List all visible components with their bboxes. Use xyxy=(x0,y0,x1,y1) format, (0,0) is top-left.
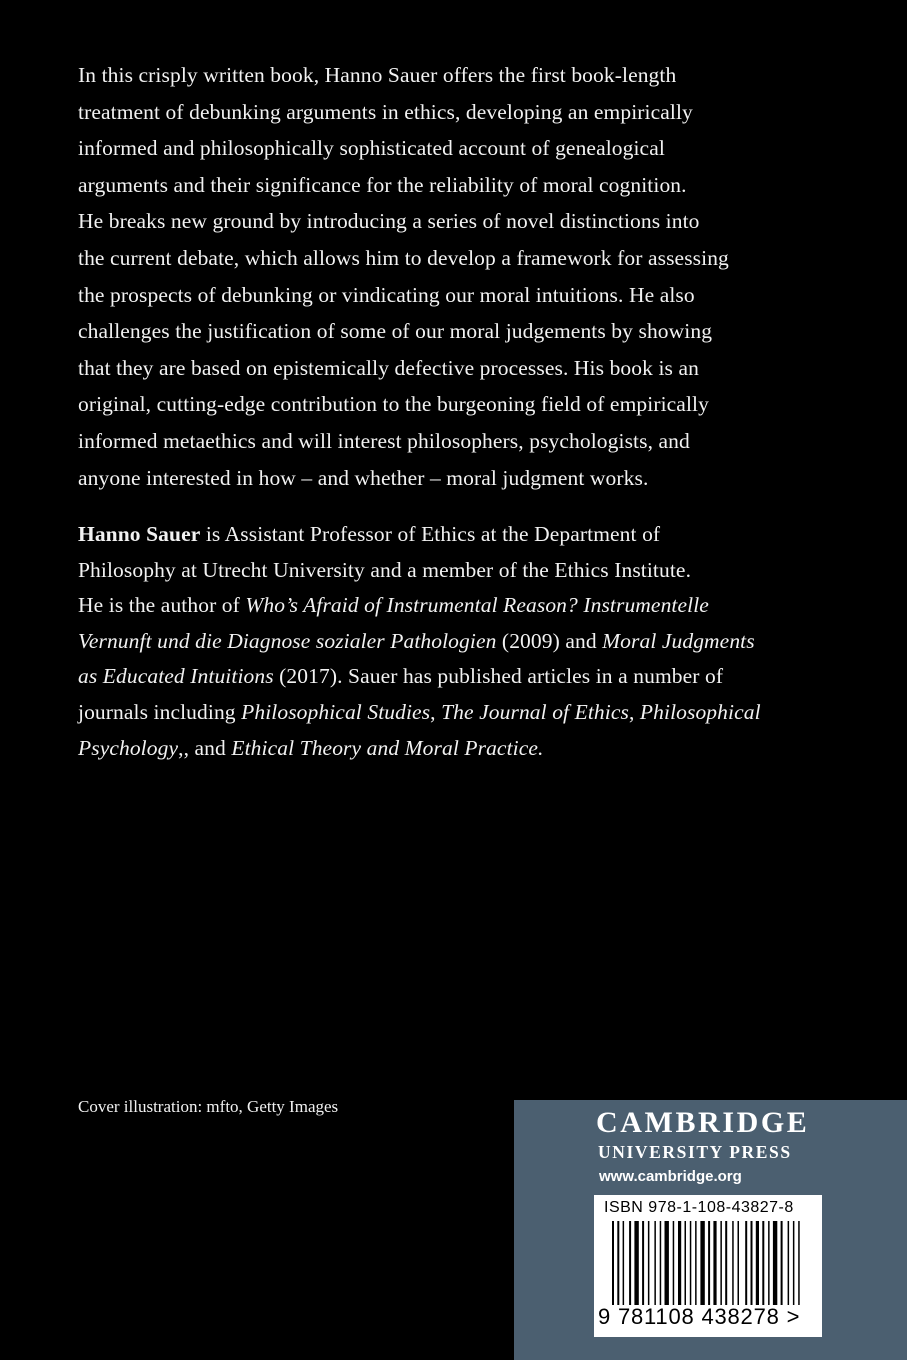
barcode-bar xyxy=(788,1221,790,1305)
isbn-label: ISBN 978-1-108-43827-8 xyxy=(604,1199,794,1216)
publisher-panel xyxy=(514,1100,907,1360)
author-biography xyxy=(78,517,838,766)
bio-line: as Educated Intuitions (2017). Sauer has published articles in a number of xyxy=(78,664,724,689)
description-line: In this crisply written book, Hanno Sauer offers the first book-length xyxy=(78,63,677,87)
journal-title: The Journal of Ethics xyxy=(441,699,629,724)
barcode-bar xyxy=(623,1221,625,1305)
description-line: informed and philosophically sophisticated account of genealogical xyxy=(78,136,665,161)
description-line: that they are based on epistemically defective processes. His book is an xyxy=(78,355,699,380)
description-line: treatment of debunking arguments in ethics, developing an empirically xyxy=(78,99,693,124)
description-line: arguments and their significance for the reliability of moral cognition. xyxy=(78,172,687,197)
bio-line: Philosophy at Utrecht University and a member of the Ethics Institute. xyxy=(78,557,692,582)
bio-line: Hanno Sauer is Assistant Professor of Ethics at the Department of xyxy=(78,522,661,546)
barcode-bar xyxy=(793,1221,795,1305)
description-line: the prospects of debunking or vindicating our moral intuitions. He also xyxy=(78,282,695,307)
barcode-bar xyxy=(660,1221,662,1305)
journal-title: Philosophical xyxy=(639,699,761,724)
bio-line: Psychology,, and Ethical Theory and Moral Practice. xyxy=(78,735,544,760)
description-line: original, cutting-edge contribution to the burgeoning field of empirically xyxy=(78,392,709,417)
barcode-bar xyxy=(798,1221,800,1305)
journal-title: Psychology xyxy=(78,735,179,760)
publisher-url: www.cambridge.org xyxy=(599,1168,742,1185)
description-line: the current debate, which allows him to develop a framework for assessing xyxy=(78,245,729,270)
barcode-bar xyxy=(700,1221,704,1305)
book-title: Who’s Afraid of Instrumental Reason? Instrumentelle xyxy=(245,593,709,618)
description-line: anyone interested in how – and whether – moral judgment works. xyxy=(78,465,649,490)
author-name: Hanno Sauer xyxy=(78,522,201,546)
barcode-bar xyxy=(612,1221,614,1305)
barcode-bar xyxy=(629,1221,631,1305)
book-title: Vernunft und die Diagnose sozialer Pathologien xyxy=(78,628,497,653)
barcode-bar xyxy=(756,1221,759,1305)
barcode-bar xyxy=(725,1221,727,1305)
barcode-icon xyxy=(612,1221,804,1307)
book-title: as Educated Intuitions xyxy=(78,664,274,689)
bio-line: Vernunft und die Diagnose sozialer Pathologien (2009) and Moral Judgments xyxy=(78,628,755,653)
barcode-bar xyxy=(738,1221,740,1305)
barcode-bar xyxy=(685,1221,687,1305)
barcode-bar xyxy=(690,1221,692,1305)
barcode-bar xyxy=(673,1221,675,1305)
barcode-bar xyxy=(745,1221,747,1305)
bio-line: journals including Philosophical Studies, The Journal of Ethics, Philosophical xyxy=(78,699,761,724)
barcode-bar xyxy=(678,1221,681,1305)
description-line: challenges the justification of some of our moral judgements by showing xyxy=(78,319,713,344)
journal-title: Ethical Theory and Moral Practice. xyxy=(231,735,544,760)
barcode-digits: 9 781108 438278 > xyxy=(598,1304,801,1329)
bio-line: He is the author of Who’s Afraid of Instrumental Reason? Instrumentelle xyxy=(78,593,709,618)
barcode-bar xyxy=(617,1221,619,1305)
isbn-barcode-box xyxy=(594,1195,822,1337)
journal-title: Philosophical Studies xyxy=(241,699,431,724)
publisher-logo-name: CAMBRIDGE xyxy=(596,1106,810,1139)
description-line: He breaks new ground by introducing a series of novel distinctions into xyxy=(78,209,700,234)
barcode-bar xyxy=(634,1221,638,1305)
barcode-bar xyxy=(751,1221,753,1305)
publisher-logo-subname: UNIVERSITY PRESS xyxy=(598,1142,792,1162)
description-line: informed metaethics and will interest philosophers, psychologists, and xyxy=(78,428,690,453)
barcode-bar xyxy=(713,1221,716,1305)
barcode-bar xyxy=(781,1221,783,1305)
barcode-bar xyxy=(654,1221,656,1305)
barcode-bar xyxy=(773,1221,777,1305)
barcode-bar xyxy=(732,1221,734,1305)
barcode-bar xyxy=(762,1221,764,1305)
book-title: Moral Judgments xyxy=(602,628,755,653)
barcode-bar xyxy=(665,1221,669,1305)
barcode-bar xyxy=(695,1221,697,1305)
barcode-bar xyxy=(648,1221,650,1305)
book-description xyxy=(78,57,838,496)
barcode-bar xyxy=(768,1221,770,1305)
cover-illustration-credit: Cover illustration: mfto, Getty Images xyxy=(78,1097,339,1116)
barcode-bar xyxy=(708,1221,710,1305)
barcode-bar xyxy=(720,1221,722,1305)
barcode-bar xyxy=(642,1221,644,1305)
